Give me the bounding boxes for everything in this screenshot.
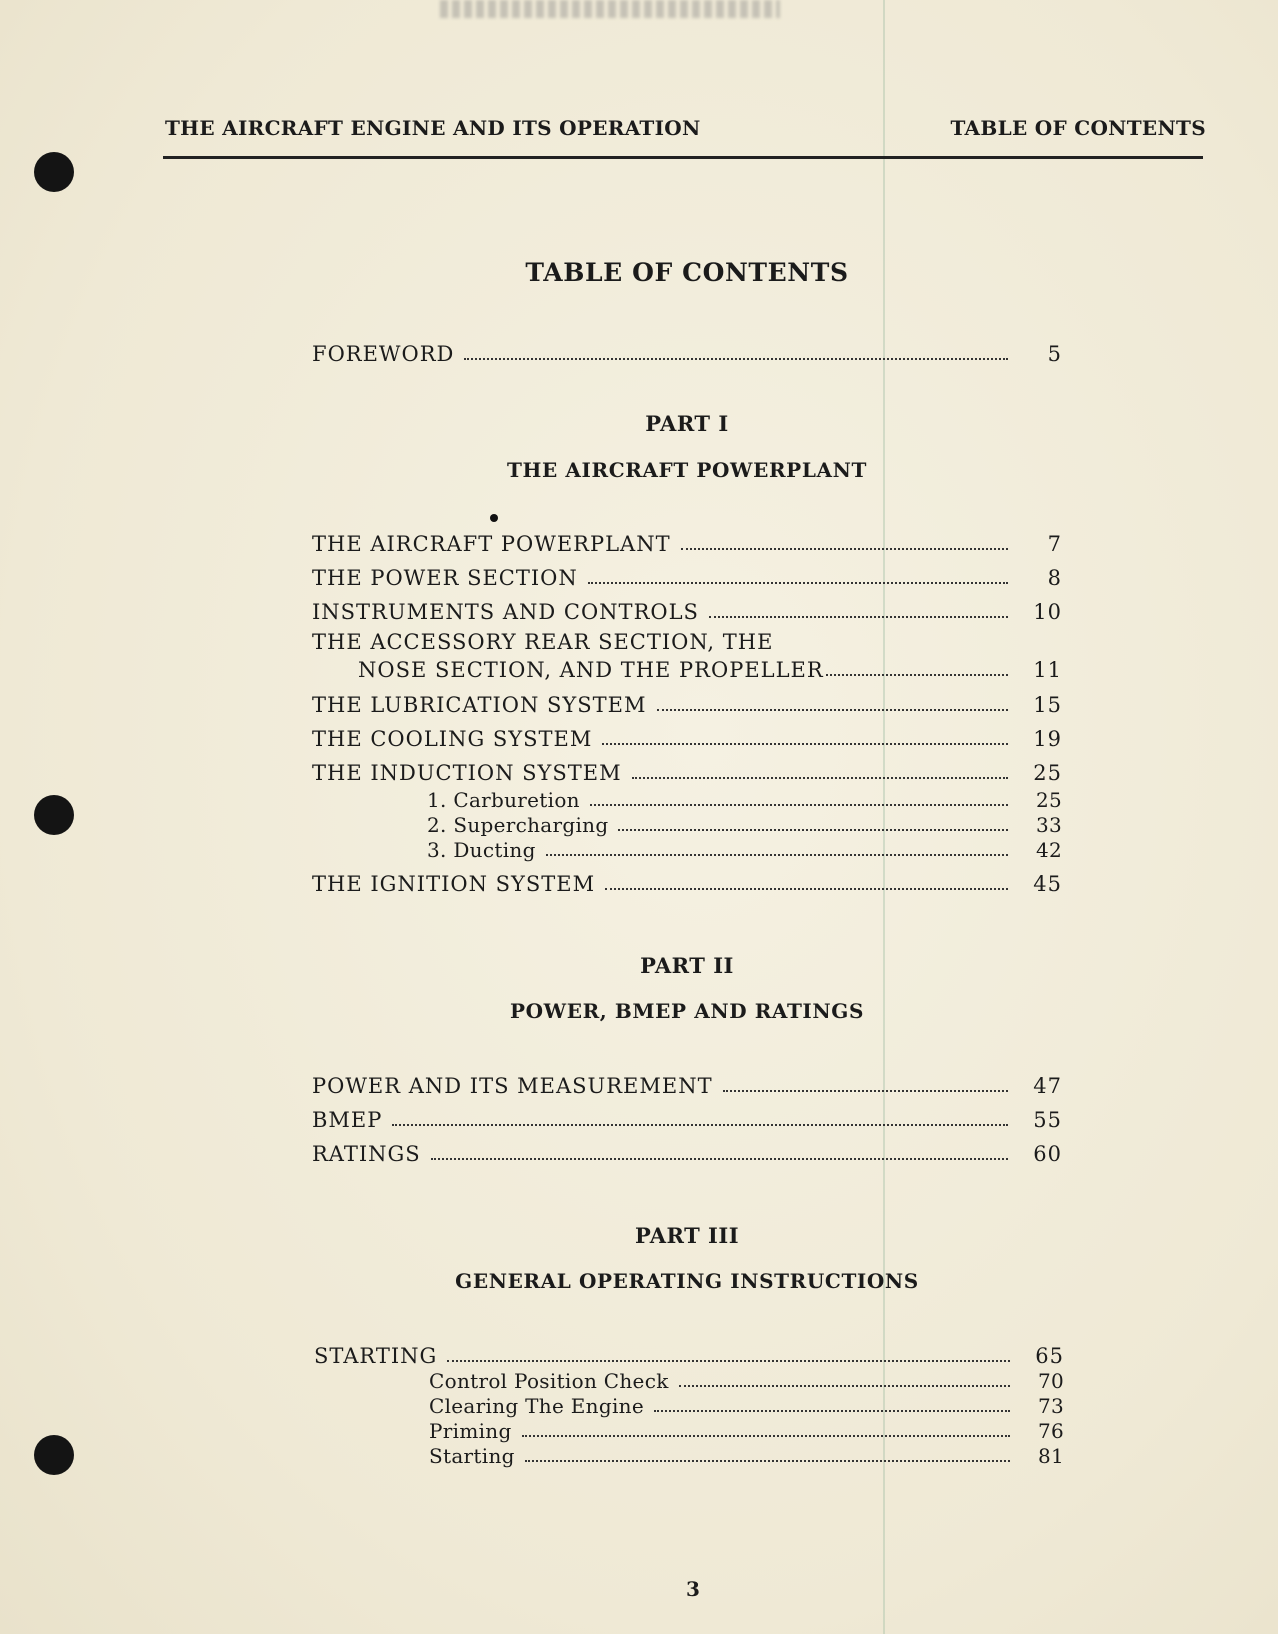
toc-entry-label-line1: THE ACCESSORY REAR SECTION, THE — [312, 630, 774, 654]
toc-entry-line2 — [312, 656, 1062, 682]
toc-entry-page: 19 — [1033, 727, 1062, 751]
dot-leader — [654, 1410, 1010, 1412]
punch-hole-middle — [34, 795, 74, 835]
toc-entry-label: THE POWER SECTION — [312, 566, 578, 590]
dot-leader — [602, 743, 1008, 745]
toc-entry-foreword — [312, 336, 1062, 366]
toc-entry-label: Control Position Check — [429, 1369, 669, 1393]
part-3-title: GENERAL OPERATING INSTRUCTIONS — [455, 1269, 919, 1293]
toc-entry — [312, 560, 1062, 590]
dot-leader — [723, 1090, 1008, 1092]
toc-entry-label: RATINGS — [312, 1142, 421, 1166]
part-1-title: THE AIRCRAFT POWERPLANT — [507, 458, 867, 482]
toc-entry — [312, 1068, 1062, 1098]
toc-entry-label: THE IGNITION SYSTEM — [312, 872, 596, 896]
dot-leader — [657, 709, 1009, 711]
dot-leader — [447, 1360, 1010, 1362]
header-rule — [163, 156, 1203, 159]
toc-entry-label: Starting — [429, 1444, 515, 1468]
running-head — [165, 116, 1206, 144]
toc-entry-page: 81 — [1037, 1444, 1064, 1468]
toc-entry-page: 7 — [1047, 532, 1062, 556]
toc-entry-label: THE INDUCTION SYSTEM — [312, 761, 622, 785]
part-1-label: PART I — [645, 411, 729, 436]
dot-leader — [522, 1435, 1010, 1437]
page-number: 3 — [686, 1577, 700, 1601]
toc-entry-page: 76 — [1037, 1419, 1064, 1443]
toc-entry-label: THE AIRCRAFT POWERPLANT — [312, 532, 671, 556]
toc-entry-page: 10 — [1033, 600, 1062, 624]
dot-leader — [588, 582, 1008, 584]
dot-leader — [618, 829, 1008, 831]
toc-entry-label: 2. Supercharging — [427, 813, 609, 837]
page-title: TABLE OF CONTENTS — [525, 258, 849, 287]
punch-hole-top — [34, 152, 74, 192]
toc-entry-label: Priming — [429, 1419, 512, 1443]
toc-entry-label: 3. Ducting — [427, 838, 536, 862]
dot-leader — [632, 777, 1008, 779]
toc-entry-label: THE COOLING SYSTEM — [312, 727, 593, 751]
toc-entry-page: 8 — [1047, 566, 1062, 590]
dot-leader — [709, 616, 1008, 618]
toc-entry-label: STARTING — [314, 1344, 438, 1368]
toc-entry-page: 55 — [1033, 1108, 1062, 1132]
toc-entry-page: 25 — [1035, 788, 1062, 812]
dot-leader — [525, 1460, 1010, 1462]
toc-entry — [312, 755, 1062, 785]
dot-leader — [679, 1385, 1010, 1387]
toc-entry — [312, 1136, 1062, 1166]
toc-entry — [312, 721, 1062, 751]
dot-leader — [431, 1158, 1008, 1160]
part-2-title: POWER, BMEP AND RATINGS — [510, 999, 864, 1023]
toc-entry — [312, 594, 1062, 624]
toc-entry-label: FOREWORD — [312, 342, 455, 366]
part-2-label: PART II — [640, 953, 734, 978]
toc-entry-label: BMEP — [312, 1108, 383, 1132]
toc-entry-page: 25 — [1033, 761, 1062, 785]
toc-entry-page: 33 — [1035, 813, 1062, 837]
toc-entry-page: 70 — [1037, 1369, 1064, 1393]
toc-entry-label: INSTRUMENTS AND CONTROLS — [312, 600, 699, 624]
running-head-left: THE AIRCRAFT ENGINE AND ITS OPERATION — [165, 116, 701, 140]
dot-leader — [681, 548, 1008, 550]
toc-entry-page: 11 — [1033, 658, 1062, 682]
toc-entry — [312, 687, 1062, 717]
toc-subentry — [427, 832, 1062, 862]
toc-subentry — [429, 1438, 1064, 1468]
toc-entry-page: 45 — [1033, 872, 1062, 896]
toc-entry — [312, 526, 1062, 556]
toc-entry-page: 42 — [1035, 838, 1062, 862]
toc-entry-label: 1. Carburetion — [427, 788, 580, 812]
toc-entry-page: 47 — [1033, 1074, 1062, 1098]
toc-entry — [312, 1102, 1062, 1132]
running-head-right: TABLE OF CONTENTS — [950, 116, 1206, 140]
toc-entry-label: POWER AND ITS MEASUREMENT — [312, 1074, 713, 1098]
dot-leader — [392, 1124, 1008, 1126]
toc-entry-page: 65 — [1035, 1344, 1064, 1368]
dot-leader — [590, 804, 1008, 806]
ink-smudge — [440, 0, 780, 18]
dot-leader — [464, 358, 1008, 360]
toc-entry-two-line — [312, 630, 1062, 682]
toc-entry-page: 73 — [1037, 1394, 1064, 1418]
part-3-label: PART III — [634, 1223, 740, 1248]
ink-dot — [490, 514, 498, 522]
dot-leader — [826, 674, 1008, 676]
toc-entry — [312, 866, 1062, 896]
toc-entry-label: THE LUBRICATION SYSTEM — [312, 693, 647, 717]
toc-entry-page: 5 — [1047, 342, 1062, 366]
toc-entry-page: 60 — [1033, 1142, 1062, 1166]
toc-entry-label-line2: NOSE SECTION, AND THE PROPELLER — [358, 658, 824, 682]
toc-entry-page: 15 — [1033, 693, 1062, 717]
dot-leader — [605, 888, 1008, 890]
dot-leader — [546, 854, 1008, 856]
toc-entry-label: Clearing The Engine — [429, 1394, 644, 1418]
punch-hole-bottom — [34, 1435, 74, 1475]
